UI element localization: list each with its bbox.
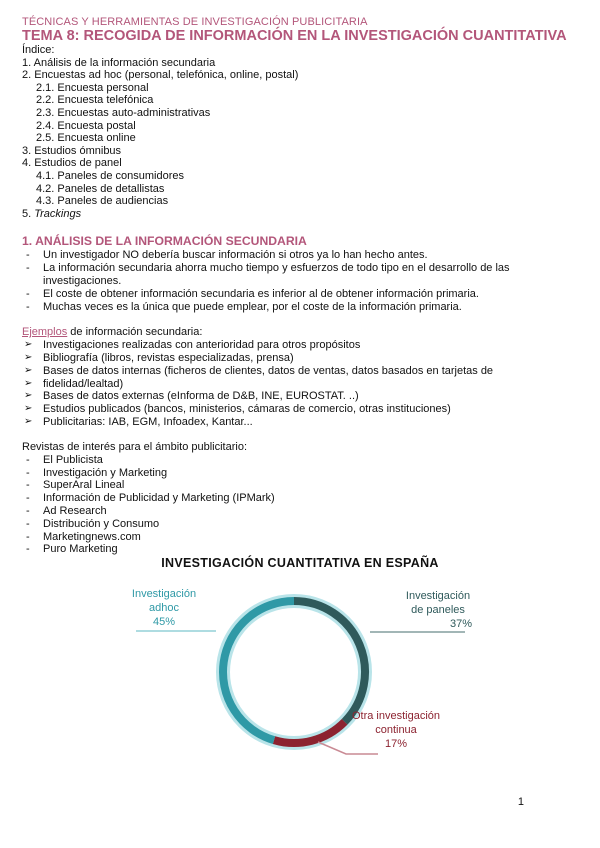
index-item: 4.1. Paneles de consumidores [36, 169, 184, 182]
magazine-item: - SuperAral Lineal [22, 479, 582, 492]
magazine-item: - Información de Publicidad y Marketing (IPMark) [22, 492, 582, 505]
slice-label-line2: adhoc [149, 602, 179, 614]
examples-heading [22, 326, 582, 339]
slice-label-adhoc [120, 587, 208, 629]
magazines-list [22, 454, 582, 556]
bullet-item: - Muchas veces es la única que puede emplear, por el coste de la información primaria. [22, 301, 582, 314]
subject-header: TÉCNICAS Y HERRAMIENTAS DE INVESTIGACIÓN PUBLICITARIA [22, 16, 368, 28]
index-item: 2.4. Encuesta postal [36, 119, 136, 132]
example-item: ➢ Bases de datos internas (ficheros de clientes, datos de ventas, datos basados en tarjetas de [22, 365, 582, 378]
index-item: 2.1. Encuesta personal [36, 81, 149, 94]
section-1-title: 1. ANÁLISIS DE LA INFORMACIÓN SECUNDARIA [22, 234, 307, 249]
bullet-item: - Un investigador NO debería buscar información si otros ya lo han hecho antes. [22, 249, 582, 262]
page-number: 1 [517, 796, 524, 808]
example-item: ➢ Estudios publicados (bancos, ministerios, cámaras de comercio, otras instituciones) [22, 403, 582, 416]
examples-list [22, 339, 582, 429]
topic-title: TEMA 8: RECOGIDA DE INFORMACIÓN EN LA INVESTIGACIÓN CUANTITATIVA [22, 28, 567, 44]
example-item: ➢ Bibliografía (libros, revistas especializadas, prensa) [22, 352, 582, 365]
chart-title: INVESTIGACIÓN CUANTITATIVA EN ESPAÑA [161, 556, 439, 570]
index-item [22, 208, 582, 221]
index-item: 4. Estudios de panel [22, 157, 122, 170]
magazine-item: - Distribución y Consumo [22, 518, 582, 531]
example-item: ➢ fidelidad/lealtad) [22, 378, 582, 391]
slice-label-line1: Investigación [405, 590, 471, 602]
index-item-trackings: Trackings [34, 207, 82, 220]
bullet-item: - El coste de obtener información secundaria es inferior al de obtener información primaria. [22, 288, 582, 301]
magazine-item: - El Publicista [22, 454, 582, 467]
slice-label-line1: Investigación [131, 588, 197, 600]
slice-value-label: 45% [152, 616, 176, 628]
example-item: ➢ Investigaciones realizadas con anterioridad para otros propósitos [22, 339, 582, 352]
slice-value-label: 17% [384, 738, 408, 750]
index-item: 2.3. Encuestas auto-administrativas [36, 106, 211, 119]
magazine-item: - Investigación y Marketing [22, 467, 582, 480]
index-item: 1. Análisis de la información secundaria [22, 56, 216, 69]
slice-label-line1: Otra investigación [351, 710, 441, 722]
donut-slice-1 [274, 722, 345, 743]
examples-heading-rest: de información secundaria: [67, 326, 203, 339]
donut-slice-2 [223, 601, 294, 740]
index-item: 2.2. Encuesta telefónica [36, 94, 154, 107]
magazine-item: - Marketingnews.com [22, 531, 582, 544]
index-item-number: 5. [22, 207, 35, 220]
magazine-item: - Ad Research [22, 505, 582, 518]
bullet-item: - La información secundaria ahorra mucho tiempo y esfuerzos de todo tipo en el desarrollo de las investigaciones. [22, 262, 582, 288]
magazines-heading: Revistas de interés para el ámbito publicitario: [22, 440, 248, 453]
index-item: 2. Encuestas ad hoc (personal, telefónica, online, postal) [22, 69, 299, 82]
slice-label-line2: continua [375, 724, 417, 736]
document-page [22, 16, 582, 556]
index-list [22, 57, 582, 221]
section-1-bullets [22, 249, 582, 313]
examples-keyword: Ejemplos [22, 326, 68, 339]
index-item: 4.2. Paneles de detallistas [36, 182, 165, 195]
slice-value-label: 37% [449, 618, 472, 630]
donut-slice-0 [294, 601, 365, 722]
example-item: ➢ Bases de datos externas (eInforma de D&B, INE, EUROSTAT. ..) [22, 390, 582, 403]
index-item: 2.5. Encuesta online [36, 132, 136, 145]
index-item: 3. Estudios ómnibus [22, 144, 122, 157]
slice-label-panels [400, 589, 476, 631]
example-item: ➢ Publicitarias: IAB, EGM, Infoadex, Kantar... [22, 416, 582, 429]
magazine-item: - Puro Marketing [22, 543, 582, 556]
index-title: Índice: [22, 44, 55, 56]
slice-label-line2: de paneles [411, 604, 465, 616]
slice-label-other [344, 709, 448, 751]
index-item: 4.3. Paneles de audiencias [36, 195, 169, 208]
